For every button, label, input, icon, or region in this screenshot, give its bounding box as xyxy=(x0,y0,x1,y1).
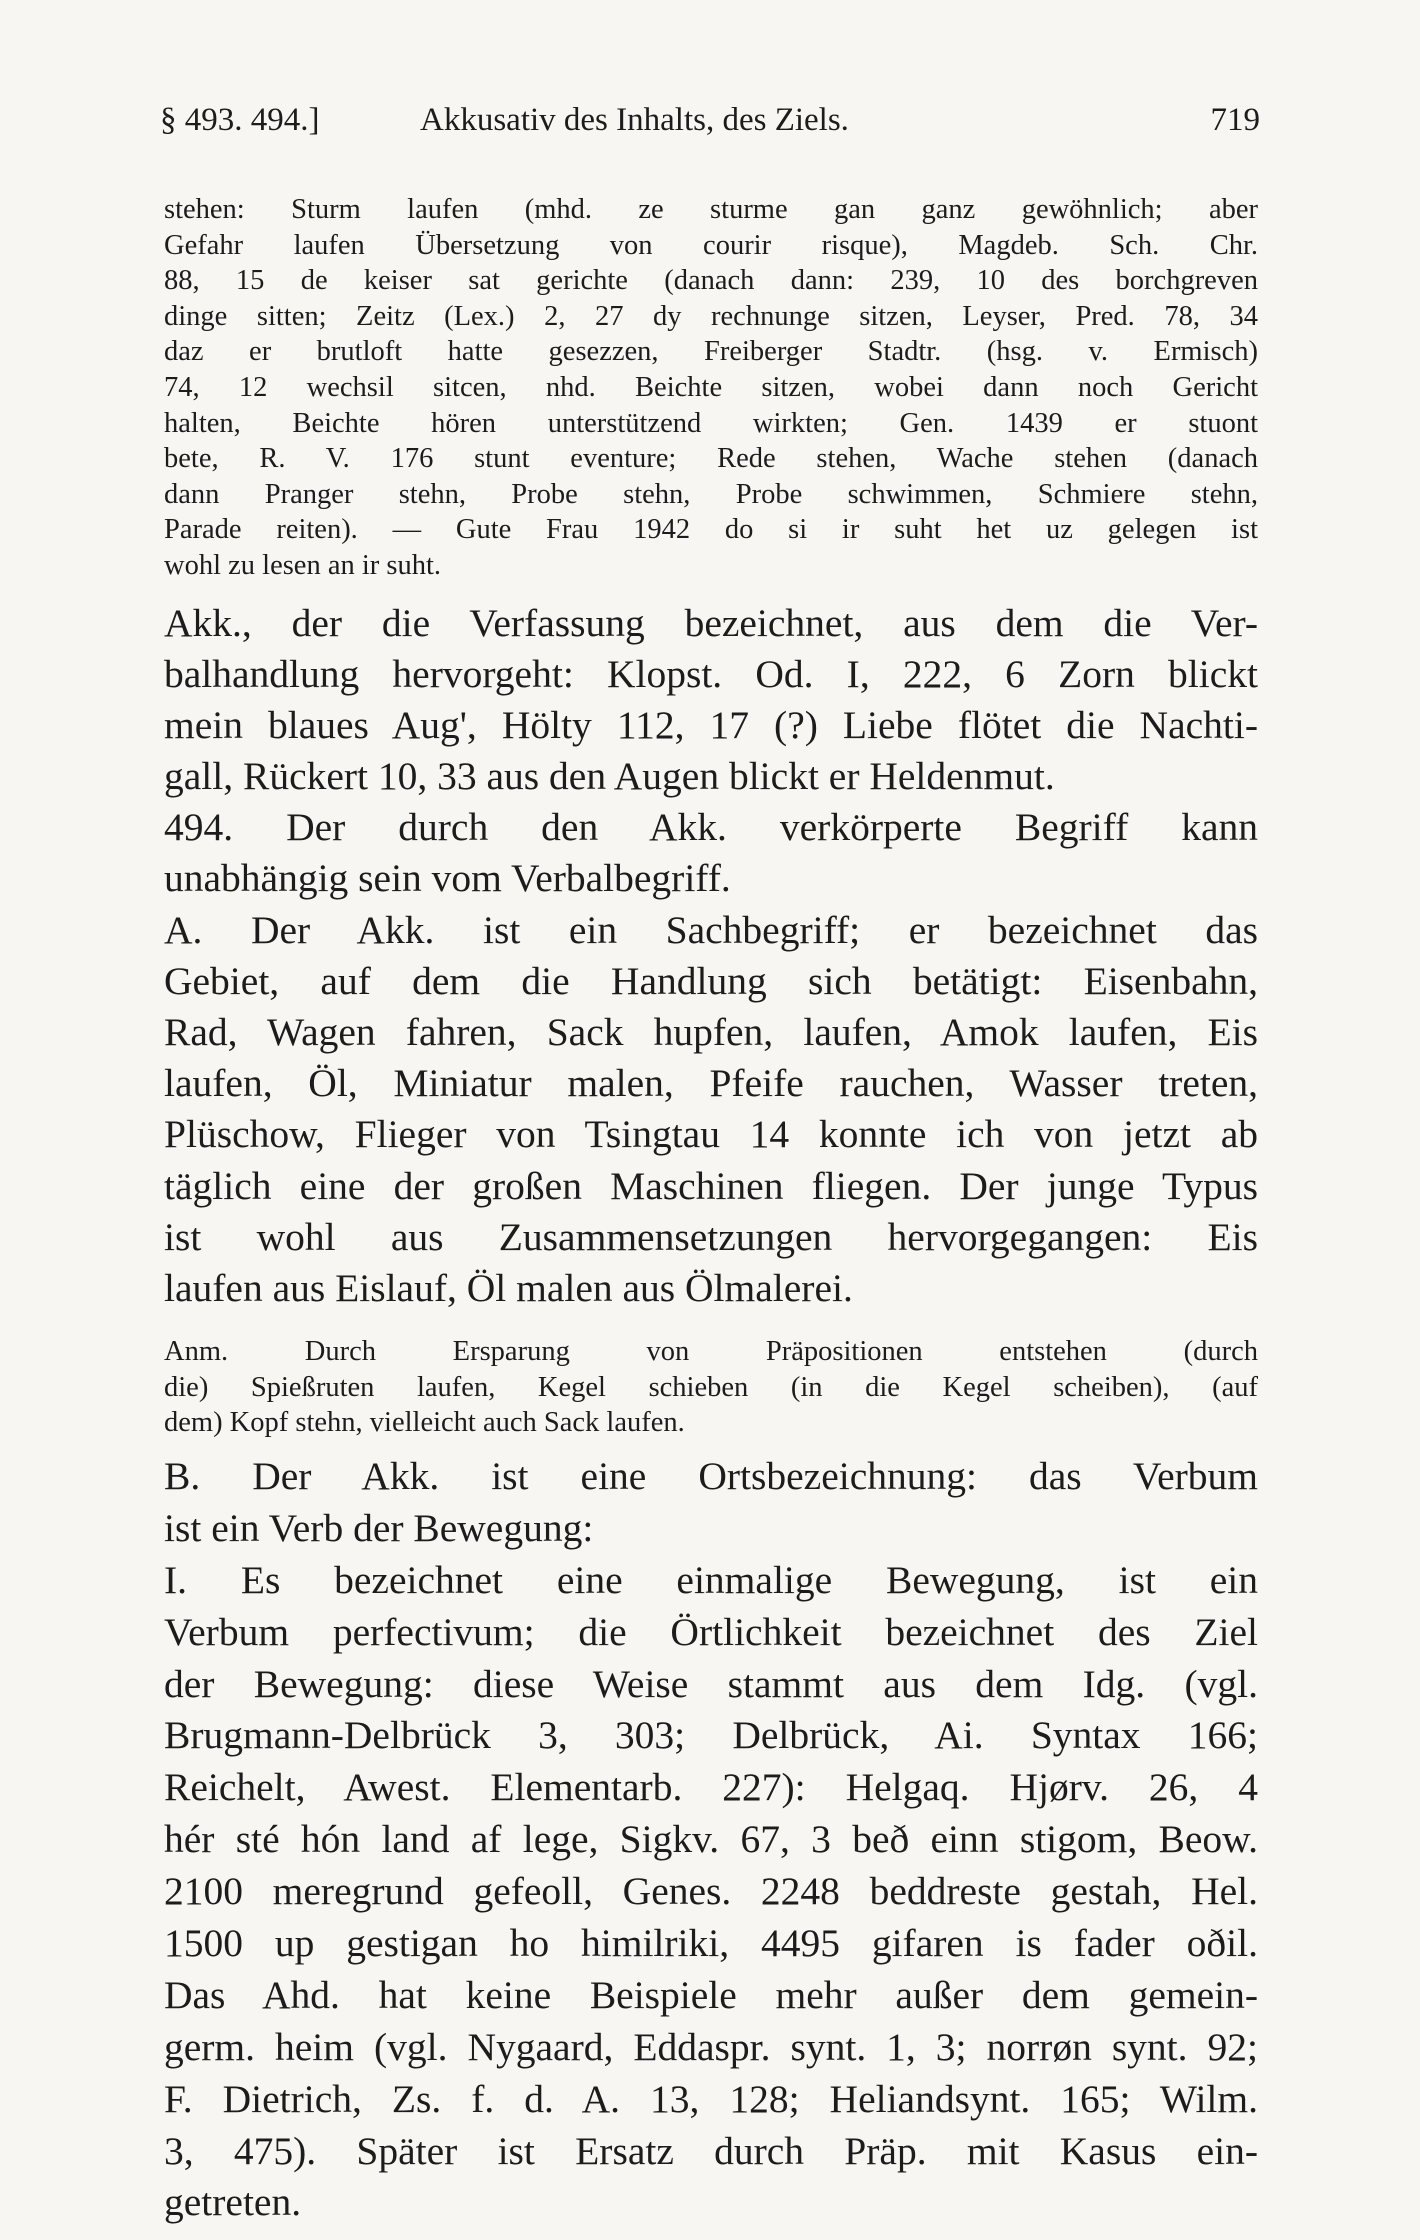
text-line: Brugmann-Delbrück 3, 303; Delbrück, Ai. Syntax 166; xyxy=(164,1713,1258,1758)
main-text-block xyxy=(164,598,1258,1315)
text-line: balhandlung hervorgeht: Klopst. Od. I, 222, 6 Zorn blickt xyxy=(164,651,1258,696)
text-line: Rad, Wagen fahren, Sack hupfen, laufen, Amok laufen, Eis xyxy=(164,1010,1258,1055)
text-line: halten, Beichte hören unterstützend wirkten; Gen. 1439 er stuont xyxy=(164,407,1258,439)
text-line: 2100 meregrund gefeoll, Genes. 2248 beddreste gestah, Hel. xyxy=(164,1869,1258,1914)
text-line: gall, Rückert 10, 33 aus den Augen blickt er Heldenmut. xyxy=(164,754,1055,799)
main-text-block-b xyxy=(164,1451,1258,2229)
text-line: 1500 up gestigan ho himilriki, 4495 gifaren is fader oðil. xyxy=(164,1920,1258,1965)
text-line: 88, 15 de keiser sat gerichte (danach dann: 239, 10 des borchgreven xyxy=(164,265,1258,297)
text-line: die) Spießruten laufen, Kegel schieben (in die Kegel scheiben), (auf xyxy=(164,1371,1258,1403)
running-title: Akkusativ des Inhalts, des Ziels. xyxy=(420,102,849,138)
text-line: A. Der Akk. ist ein Sachbegriff; er bezeichnet das xyxy=(164,907,1258,952)
text-line: dem) Kopf stehn, vielleicht auch Sack laufen. xyxy=(164,1407,685,1439)
text-line: dinge sitten; Zeitz (Lex.) 2, 27 dy rechnunge sitzen, Leyser, Pred. 78, 34 xyxy=(164,300,1258,332)
text-line: germ. heim (vgl. Nygaard, Eddaspr. synt. 1, 3; norrøn synt. 92; xyxy=(164,2024,1258,2069)
text-line: B. Der Akk. ist eine Ortsbezeichnung: das Verbum xyxy=(164,1453,1258,1498)
text-line: Akk., der die Verfassung bezeichnet, aus dem die Ver- xyxy=(164,600,1258,645)
text-line: Gebiet, auf dem die Handlung sich betätigt: Eisenbahn, xyxy=(164,958,1258,1003)
text-line: laufen aus Eislauf, Öl malen aus Ölmalerei. xyxy=(164,1265,853,1310)
text-line: hér sté hón land af lege, Sigkv. 67, 3 beð einn stigom, Beow. xyxy=(164,1817,1258,1862)
text-line: mein blaues Aug', Hölty 112, 17 (?) Liebe flötet die Nachti- xyxy=(164,702,1258,747)
page-body xyxy=(164,192,1258,2229)
text-line: Parade reiten). — Gute Frau 1942 do si ir suht het uz gelegen ist xyxy=(164,514,1258,546)
text-line: daz er brutloft hatte gesezzen, Freiberger Stadtr. (hsg. v. Ermisch) xyxy=(164,336,1258,368)
text-line: Plüschow, Flieger von Tsingtau 14 konnte ich von jetzt ab xyxy=(164,1112,1258,1157)
text-line: Gefahr laufen Übersetzung von courir risque), Magdeb. Sch. Chr. xyxy=(164,229,1258,261)
text-line: ist wohl aus Zusammensetzungen hervorgegangen: Eis xyxy=(164,1214,1258,1259)
text-line: getreten. xyxy=(164,2180,302,2225)
annotation-block xyxy=(164,1334,1258,1441)
text-line: F. Dietrich, Zs. f. d. A. 13, 128; Heliandsynt. 165; Wilm. xyxy=(164,2076,1258,2121)
text-line: Reichelt, Awest. Elementarb. 227): Helgaq. Hjørv. 26, 4 xyxy=(164,1765,1258,1810)
page-number: 719 xyxy=(1210,102,1260,138)
text-line: bete, R. V. 176 stunt eventure; Rede stehen, Wache stehen (danach xyxy=(164,443,1258,475)
text-line: wohl zu lesen an ir suht. xyxy=(164,549,442,581)
text-line: täglich eine der großen Maschinen fliegen. Der junge Typus xyxy=(164,1163,1258,1208)
text-line: ist ein Verb der Bewegung: xyxy=(164,1505,594,1550)
text-line: der Bewegung: diese Weise stammt aus dem Idg. (vgl. xyxy=(164,1661,1258,1706)
text-line: dann Pranger stehn, Probe stehn, Probe schwimmen, Schmiere stehn, xyxy=(164,478,1258,510)
text-line: unabhängig sein vom Verbalbegriff. xyxy=(164,856,731,901)
text-line: stehen: Sturm laufen (mhd. ze sturme gan ganz gewöhnlich; aber xyxy=(164,194,1258,225)
text-line: laufen, Öl, Miniatur malen, Pfeife rauchen, Wasser treten, xyxy=(164,1061,1258,1106)
text-line: Anm. Durch Ersparung von Präpositionen entstehen (durch xyxy=(164,1336,1258,1368)
section-494-line: 494. Der durch den Akk. verkörperte Begriff kann xyxy=(164,805,1258,850)
section-reference: § 493. 494.] xyxy=(160,102,320,138)
small-print-block xyxy=(164,192,1258,584)
text-line: Das Ahd. hat keine Beispiele mehr außer dem gemein- xyxy=(164,1972,1258,2017)
text-line: 3, 475). Später ist Ersatz durch Präp. mit Kasus ein- xyxy=(164,2128,1258,2173)
text-line: 74, 12 wechsil sitcen, nhd. Beichte sitzen, wobei dann noch Gericht xyxy=(164,371,1258,403)
text-line: I. Es bezeichnet eine einmalige Bewegung, ist ein xyxy=(164,1557,1258,1602)
text-line: Verbum perfectivum; die Örtlichkeit bezeichnet des Ziel xyxy=(164,1609,1258,1654)
